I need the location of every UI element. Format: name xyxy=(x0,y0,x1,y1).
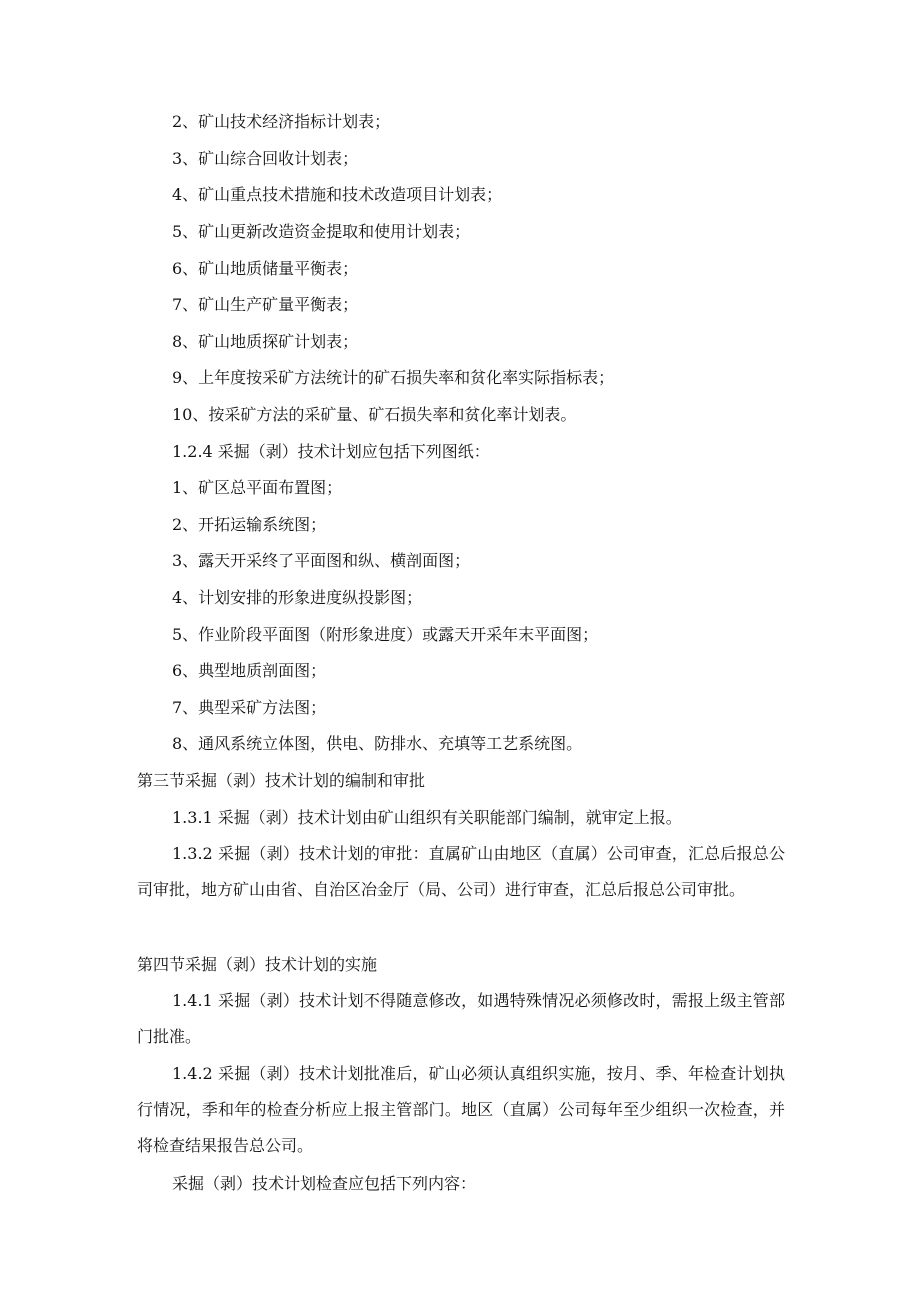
drawing-item-1: 1、矿区总平面布置图； xyxy=(172,478,343,497)
table-item-4: 4、矿山重点技术措施和技术改造项目计划表； xyxy=(172,185,503,204)
clause-1-3-1: 1.3.1 采掘（剥）技术计划由矿山组织有关职能部门编制，就审定上报。 xyxy=(172,808,682,827)
clause-1-4-2: 1.4.2 采掘（剥）技术计划批准后，矿山必须认真组织实施，按月、季、年检查计划执行情况，季和年的检查分析应上报主管部门。地区（直属）公司每年至少组织一次检查，并将检查结果报告总公司。 xyxy=(137,1064,785,1155)
clause-1-4-1: 1.4.1 采掘（剥）技术计划不得随意修改，如遇特殊情况必须修改时，需报上级主管部门批准。 xyxy=(137,991,785,1046)
table-item-2: 2、矿山技术经济指标计划表； xyxy=(172,112,391,131)
clause-1-2-4: 1.2.4 采掘（剥）技术计划应包括下列图纸： xyxy=(172,442,490,461)
table-item-10: 10、按采矿方法的采矿量、矿石损失率和贫化率计划表。 xyxy=(172,405,577,424)
drawing-item-4: 4、计划安排的形象进度纵投影图； xyxy=(172,588,423,607)
inspection-intro: 采掘（剥）技术计划检查应包括下列内容： xyxy=(172,1174,477,1193)
drawing-item-5: 5、作业阶段平面图（附形象进度）或露天开采年末平面图； xyxy=(172,625,599,644)
drawing-item-7: 7、典型采矿方法图； xyxy=(172,698,327,717)
table-item-7: 7、矿山生产矿量平衡表； xyxy=(172,295,359,314)
drawing-item-8: 8、通风系统立体图，供电、防排水、充填等工艺系统图。 xyxy=(172,734,583,753)
section-4-heading: 第四节采掘（剥）技术计划的实施 xyxy=(137,955,378,974)
table-item-5: 5、矿山更新改造资金提取和使用计划表； xyxy=(172,222,471,241)
drawing-item-3: 3、露天开采终了平面图和纵、横剖面图； xyxy=(172,551,471,570)
clause-1-3-2: 1.3.2 采掘（剥）技术计划的审批：直属矿山由地区（直属）公司审查，汇总后报总公司审批，地方矿山由省、自治区冶金厅（局、公司）进行审查，汇总后报总公司审批。 xyxy=(137,844,785,899)
table-item-8: 8、矿山地质探矿计划表； xyxy=(172,332,359,351)
drawing-item-2: 2、开拓运输系统图； xyxy=(172,515,327,534)
drawing-item-6: 6、典型地质剖面图； xyxy=(172,661,327,680)
table-item-3: 3、矿山综合回收计划表； xyxy=(172,149,359,168)
section-3-heading: 第三节采掘（剥）技术计划的编制和审批 xyxy=(137,771,426,790)
table-item-9: 9、上年度按采矿方法统计的矿石损失率和贫化率实际指标表； xyxy=(172,368,615,387)
table-item-6: 6、矿山地质储量平衡表； xyxy=(172,259,359,278)
